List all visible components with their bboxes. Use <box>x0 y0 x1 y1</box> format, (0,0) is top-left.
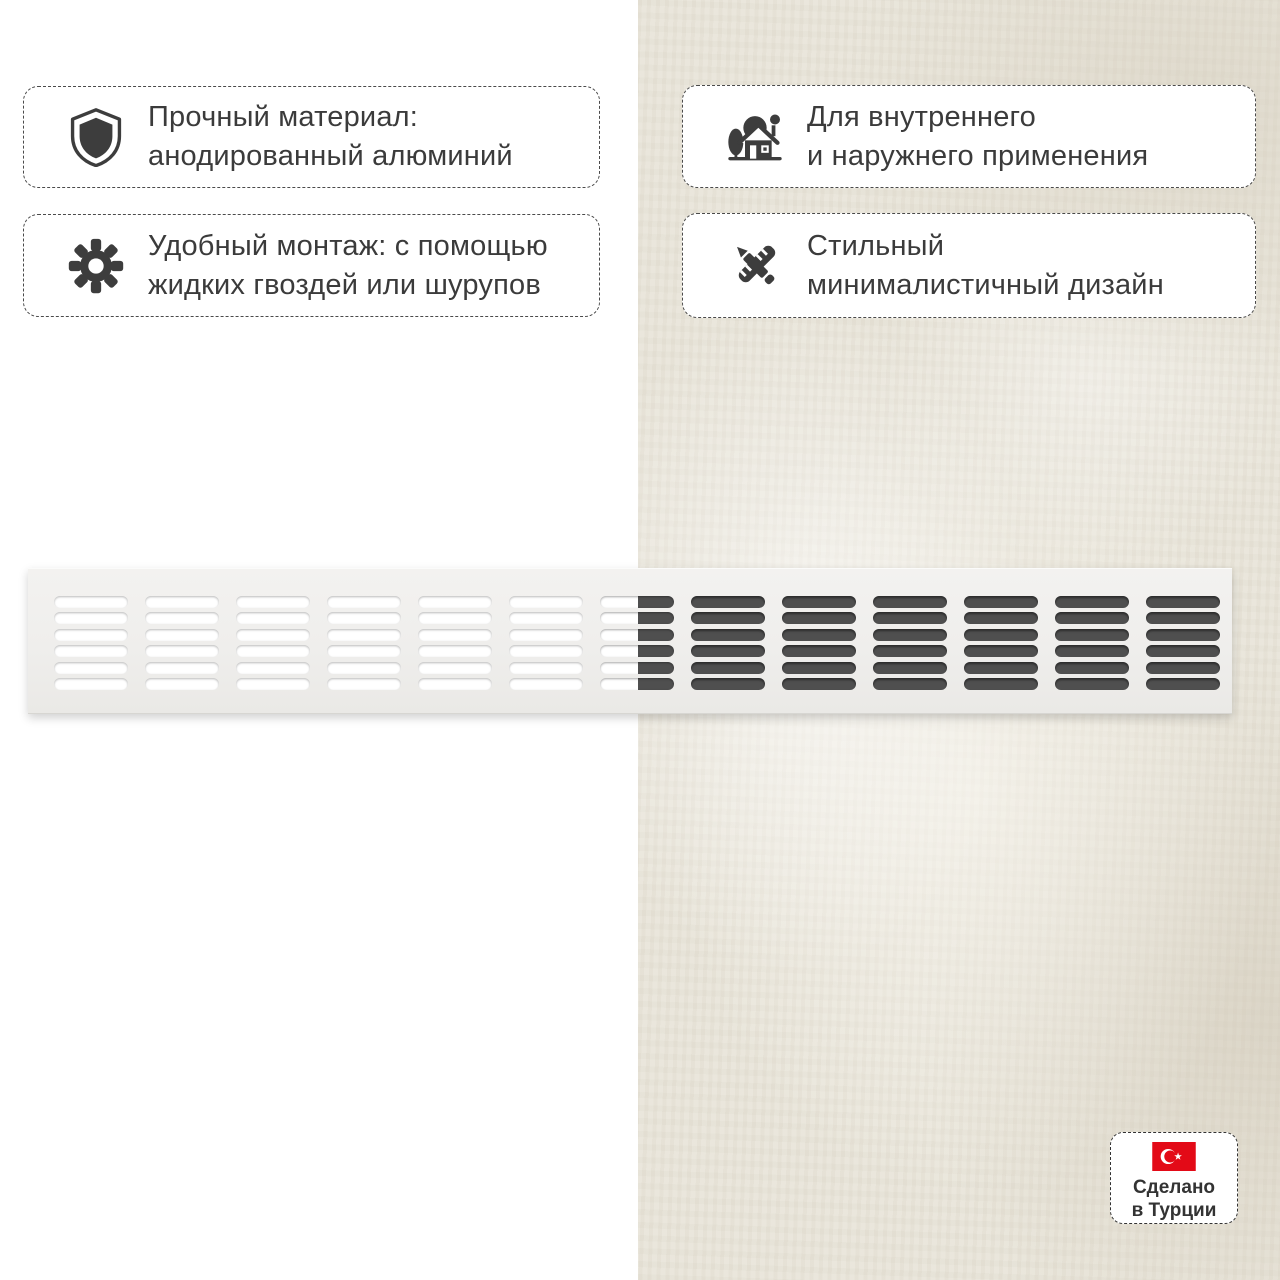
grille-slot <box>691 596 765 608</box>
grille-slot <box>600 629 674 641</box>
grille-slot <box>418 662 492 674</box>
grille-slot <box>145 612 219 624</box>
feature-box-design <box>682 213 1256 318</box>
made-in-label <box>1132 1176 1217 1222</box>
grille-slot <box>236 662 310 674</box>
grille-slot <box>964 662 1038 674</box>
grille-slot <box>782 612 856 624</box>
grille-slot <box>1146 645 1220 657</box>
grille-slot <box>600 678 674 690</box>
grille-slot <box>54 678 128 690</box>
feature-text-line: минималистичный дизайн <box>807 268 1164 301</box>
grille-slot <box>54 629 128 641</box>
grille-slot <box>1055 612 1129 624</box>
grille-slot <box>145 629 219 641</box>
grille-slot <box>964 596 1038 608</box>
feature-box-material <box>23 86 600 188</box>
grille-slot <box>691 612 765 624</box>
grille-slot <box>418 678 492 690</box>
feature-text-line: Прочный материал: <box>148 101 419 133</box>
grille-slot <box>418 596 492 608</box>
grille-slot <box>236 612 310 624</box>
grille-slot <box>600 662 674 674</box>
grille-slot <box>327 596 401 608</box>
feature-text <box>807 98 1148 176</box>
grille-slot <box>509 678 583 690</box>
grille-slot <box>145 596 219 608</box>
grille-slot <box>782 596 856 608</box>
grille-slot <box>964 645 1038 657</box>
grille-slot <box>145 662 219 674</box>
grille-slot <box>418 629 492 641</box>
grille-slot <box>418 645 492 657</box>
grille-slot <box>236 629 310 641</box>
grille-slot <box>509 629 583 641</box>
grille-slot <box>1055 678 1129 690</box>
house-outdoor-icon <box>725 107 785 167</box>
grille-slot <box>145 645 219 657</box>
grille-slot <box>600 612 674 624</box>
feature-text-line: Удобный монтаж: с помощью <box>148 229 548 262</box>
grille-slot <box>1055 596 1129 608</box>
grille-slot <box>54 596 128 608</box>
grille-slot <box>782 645 856 657</box>
grille-slot <box>327 629 401 641</box>
grille-slot <box>327 612 401 624</box>
made-in-turkey-badge <box>1110 1132 1238 1224</box>
grille-slot <box>964 612 1038 624</box>
grille-slot <box>873 596 947 608</box>
feature-text <box>148 98 513 176</box>
grille-slot <box>509 662 583 674</box>
grille-slot <box>964 629 1038 641</box>
made-in-line: Сделано <box>1132 1177 1216 1198</box>
grille-slot <box>782 662 856 674</box>
grille-slot <box>327 645 401 657</box>
feature-text-line: Стильный <box>807 229 945 262</box>
grille-slot <box>782 678 856 690</box>
grille-slot <box>1146 629 1220 641</box>
grille-slot <box>236 678 310 690</box>
grille-slot <box>54 612 128 624</box>
grille-slot <box>236 645 310 657</box>
design-tools-icon <box>725 236 785 296</box>
grille-slot <box>54 645 128 657</box>
made-in-line: в Турции <box>1131 1200 1217 1221</box>
feature-text <box>807 227 1164 305</box>
grille-slot <box>691 629 765 641</box>
feature-box-usage <box>682 85 1256 188</box>
grille-slot <box>782 629 856 641</box>
grille-slot <box>873 629 947 641</box>
grille-slot <box>145 678 219 690</box>
grille-slot <box>509 596 583 608</box>
feature-text-line: анодированный алюминий <box>148 140 513 172</box>
grille-slot <box>509 645 583 657</box>
grille-slot <box>1146 596 1220 608</box>
shield-icon <box>66 107 126 167</box>
feature-box-mounting <box>23 214 600 317</box>
grille-slot <box>600 645 674 657</box>
grille-slot <box>1146 612 1220 624</box>
grille-slot <box>236 596 310 608</box>
grille-slot <box>964 678 1038 690</box>
grille-slot <box>1146 662 1220 674</box>
feature-text-line: и наружнего применения <box>807 139 1149 172</box>
feature-text-line: жидких гвоздей или шурупов <box>148 268 541 301</box>
grille-slot <box>873 645 947 657</box>
gear-icon <box>66 236 126 296</box>
grille-slot <box>600 596 674 608</box>
grille-slot <box>54 662 128 674</box>
grille-slot <box>873 612 947 624</box>
grille-slot <box>327 678 401 690</box>
feature-text-line: Для внутреннего <box>807 100 1037 133</box>
grille-slot <box>873 662 947 674</box>
grille-slot <box>691 662 765 674</box>
grille-slot <box>1146 678 1220 690</box>
turkey-flag-icon <box>1152 1142 1196 1171</box>
grille-slot <box>1055 662 1129 674</box>
grille-slot <box>418 612 492 624</box>
grille-slot <box>1055 629 1129 641</box>
grille-slot <box>327 662 401 674</box>
grille-slot <box>873 678 947 690</box>
grille-slot <box>509 612 583 624</box>
grille-slot <box>1055 645 1129 657</box>
grille-slot <box>691 678 765 690</box>
ventilation-grille-plate <box>28 568 1232 714</box>
grille-slot <box>691 645 765 657</box>
feature-text <box>148 227 548 305</box>
